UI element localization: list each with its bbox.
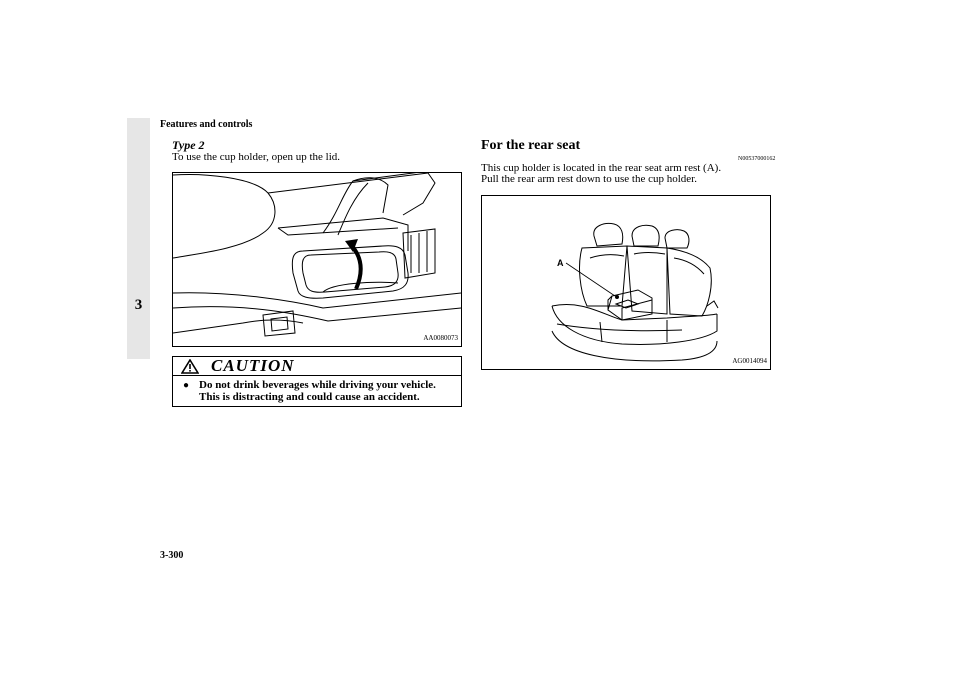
figure-code: AA0080073: [423, 334, 458, 342]
page-number: 3-300: [160, 550, 184, 561]
chapter-number: 3: [134, 297, 143, 313]
caution-line-2: This is distracting and could cause an accident.: [199, 391, 420, 403]
rear-seat-figure: [481, 195, 771, 370]
left-body-text: To use the cup holder, open up the lid.: [172, 151, 341, 163]
cup-holder-figure: [172, 172, 462, 347]
caution-box: [172, 356, 462, 407]
cup-holder-illustration: [173, 173, 461, 346]
caution-text: [199, 379, 457, 403]
section-heading: For the rear seat: [481, 138, 581, 153]
caution-line-1: Do not drink beverages while driving your vehicle.: [199, 379, 436, 391]
section-code: N00537000162: [738, 156, 776, 162]
callout-label-a: A: [557, 258, 564, 268]
warning-triangle-icon: [181, 359, 199, 374]
right-line-1: This cup holder is located in the rear seat arm rest (A).: [481, 162, 722, 174]
bullet-icon: ●: [183, 380, 190, 391]
chapter-tab: [127, 118, 150, 359]
right-body-text: [481, 163, 721, 185]
right-line-2: Pull the rear arm rest down to use the cup holder.: [481, 173, 697, 185]
type-heading: Type 2: [172, 138, 205, 152]
section-title: Features and controls: [160, 119, 253, 130]
rear-seat-illustration: [482, 196, 770, 369]
caution-header: [173, 357, 461, 376]
caution-title: CAUTION: [211, 356, 295, 375]
figure-code-right: AG0014094: [732, 357, 767, 365]
